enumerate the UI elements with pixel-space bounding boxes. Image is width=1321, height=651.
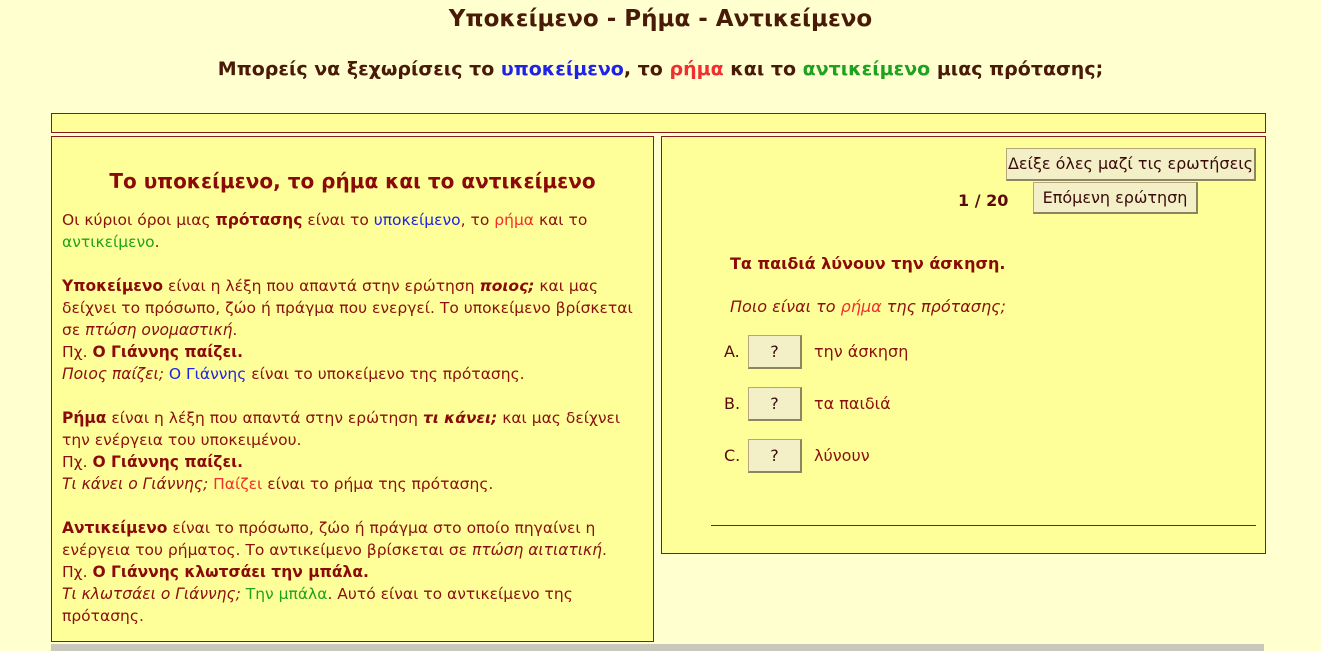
- lesson-title: Το υποκείμενο, το ρήμα και το αντικείμενο: [109, 169, 596, 193]
- object-example-question: Τι κλωτσάει ο Γιάννης;: [62, 585, 241, 603]
- subject-section: [62, 275, 643, 385]
- question-counter: 1 / 20: [958, 191, 1009, 210]
- answer-option: [724, 387, 1024, 421]
- option-word: λύνουν: [814, 446, 870, 465]
- page-title: Υποκείμενο - Ρήμα - Αντικείμενο: [448, 6, 873, 32]
- verb-question: τι κάνει;: [422, 409, 498, 427]
- subject-def-c: .: [232, 321, 238, 339]
- answer-button[interactable]: ?: [748, 439, 802, 473]
- question-text-b: της πρότασης;: [881, 297, 1006, 316]
- answer-option: [724, 335, 1024, 369]
- object-example-tail: . Αυτό είναι το αντικείμενο της πρότασης.: [62, 585, 573, 625]
- verb-def-b: και μας δείχνει την ενέργεια του υποκειμένου.: [62, 409, 621, 449]
- object-def-a: είναι το πρόσωπο, ζώο ή πράγμα στο οποίο πηγαίνει η ενέργεια του ρήματος. Το αντικείμενο βρίσκεται σε: [62, 519, 596, 559]
- verb-term: Ρήμα: [62, 409, 107, 427]
- object-term: Αντικείμενο: [62, 519, 168, 537]
- answer-option: [724, 439, 1024, 473]
- subject-example-tail: είναι το υποκείμενο της πρότασης.: [246, 365, 525, 383]
- subtitle-sep2: και το: [723, 58, 803, 80]
- next-question-button[interactable]: Επόμενη ερώτηση: [1033, 182, 1198, 214]
- quiz-divider: [711, 525, 1256, 526]
- lesson-panel: [51, 136, 654, 642]
- intro-subject: υποκείμενο: [373, 211, 461, 229]
- intro-text-c: είναι το: [302, 211, 374, 229]
- object-case: πτώση αιτιατική: [471, 541, 602, 559]
- intro-text-d: , το: [460, 211, 495, 229]
- intro-text-f: .: [154, 233, 160, 251]
- subtitle-subject: υποκείμενο: [500, 58, 624, 80]
- object-ex-prefix: Πχ.: [62, 563, 93, 581]
- verb-example-answer: Παίζει: [208, 475, 263, 493]
- question-term: ρήμα: [840, 297, 882, 316]
- verb-example-tail: είναι το ρήμα της πρότασης.: [262, 475, 494, 493]
- subject-def-a: είναι η λέξη που απαντά στην ερώτηση: [163, 277, 480, 295]
- subtitle-prefix: Μπορείς να ξεχωρίσεις το: [217, 58, 501, 80]
- subject-question: ποιος;: [479, 277, 535, 295]
- verb-def-a: είναι η λέξη που απαντά στην ερώτηση: [106, 409, 423, 427]
- verb-example-question: Τι κάνει ο Γιάννης;: [62, 475, 209, 493]
- horizontal-scrollbar[interactable]: [51, 644, 1264, 651]
- page-subtitle: [0, 58, 1321, 80]
- quiz-question: [730, 297, 1006, 316]
- intro-object: αντικείμενο: [62, 233, 155, 251]
- quiz-sentence: Τα παιδιά λύνουν την άσκηση.: [730, 254, 1006, 273]
- subtitle-sep1: , το: [623, 58, 670, 80]
- subject-case: πτώση ονομαστική: [85, 321, 233, 339]
- subject-term: Υποκείμενο: [62, 277, 164, 295]
- subject-example-answer: Ο Γιάννης: [163, 365, 247, 383]
- intro-text-a: Οι κύριοι όροι μιας: [62, 211, 216, 229]
- option-letter: B.: [724, 394, 741, 413]
- intro-sentence-term: πρότασης: [215, 211, 303, 229]
- subject-example-question: Ποιος παίζει;: [62, 365, 164, 383]
- answer-button[interactable]: ?: [748, 335, 802, 369]
- object-section: [62, 517, 643, 627]
- subject-example: Ο Γιάννης παίζει.: [92, 343, 244, 361]
- object-example: Ο Γιάννης κλωτσάει την μπάλα.: [92, 563, 369, 581]
- intro-text-e: και το: [534, 211, 588, 229]
- answer-button[interactable]: ?: [748, 387, 802, 421]
- option-letter: A.: [724, 342, 740, 361]
- object-example-answer: Την μπάλα: [240, 585, 328, 603]
- verb-example: Ο Γιάννης παίζει.: [92, 453, 244, 471]
- option-word: τα παιδιά: [814, 394, 891, 413]
- option-word: την άσκηση: [814, 342, 909, 361]
- subtitle-verb: ρήμα: [669, 58, 724, 80]
- subject-ex-prefix: Πχ.: [62, 343, 93, 361]
- object-def-b: .: [602, 541, 607, 559]
- quiz-panel: [661, 136, 1266, 554]
- option-letter: C.: [724, 446, 741, 465]
- subtitle-object: αντικείμενο: [802, 58, 931, 80]
- top-bar: [51, 113, 1266, 133]
- lesson-intro: [62, 209, 643, 253]
- intro-verb: ρήμα: [494, 211, 535, 229]
- question-text-a: Ποιο είναι το: [730, 297, 841, 316]
- verb-ex-prefix: Πχ.: [62, 453, 93, 471]
- show-all-questions-button[interactable]: Δείξε όλες μαζί τις ερωτήσεις: [1006, 148, 1256, 181]
- subtitle-suffix: μιας πρότασης;: [930, 58, 1104, 80]
- verb-section: [62, 407, 643, 495]
- subject-def-b: και μας δείχνει το πρόσωπο, ζώο ή πράγμα που ενεργεί. Το υποκείμενο βρίσκεται σε: [62, 277, 633, 339]
